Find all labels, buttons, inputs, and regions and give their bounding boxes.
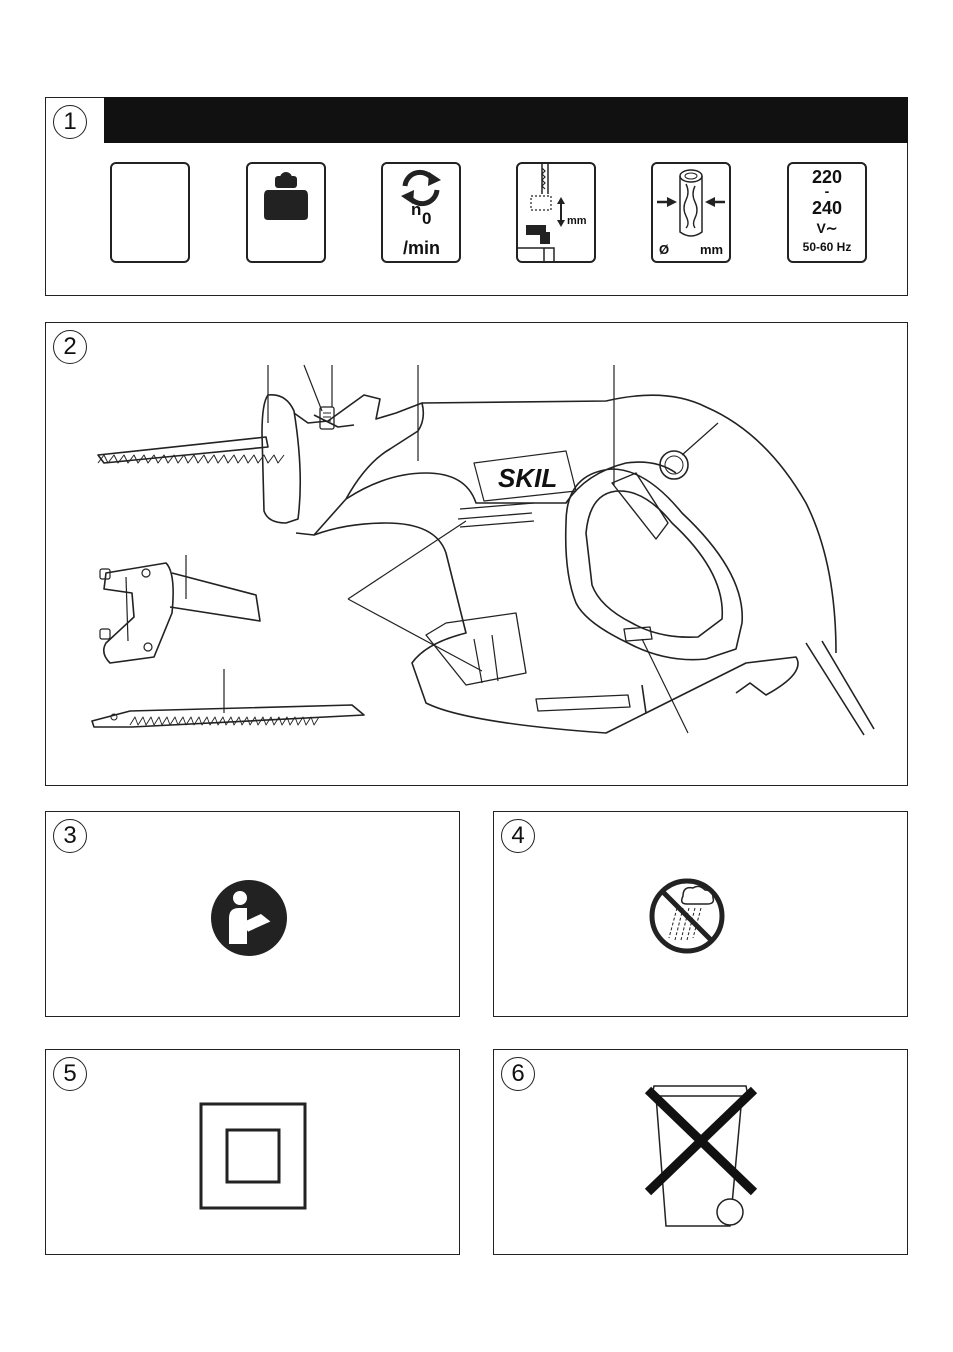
voltage-top: 220 (811, 167, 843, 187)
crossed-bin-icon (638, 1080, 768, 1230)
speed-n: n (411, 200, 422, 219)
capacity-unit: mm (700, 242, 724, 257)
panel-number: 6 (501, 1057, 535, 1091)
panel-5-double-insulation (45, 1049, 460, 1255)
capacity-diameter: Ø (659, 242, 670, 257)
panel-number: 2 (53, 330, 87, 364)
brand-logo: SKIL (498, 463, 558, 493)
spec-box-weight (246, 162, 326, 263)
spec-box-capacity (651, 162, 731, 263)
spec-box-empty (110, 162, 190, 263)
panel-number: 5 (53, 1057, 87, 1091)
spec-box-voltage (787, 162, 867, 263)
stroke-unit: mm (567, 215, 587, 227)
panel-2-tool-overview (45, 322, 908, 786)
stroke-text (518, 164, 594, 261)
panel-4-no-rain (493, 811, 908, 1017)
reciprocating-saw-drawing (46, 323, 906, 783)
voltage-bottom: 240 (811, 198, 843, 218)
voltage-hz: 50-60 Hz (802, 240, 852, 254)
read-manual-icon (209, 878, 289, 958)
spec-box-stroke (516, 162, 596, 263)
speed-sub: 0 (422, 209, 432, 228)
voltage-dash: - (824, 183, 830, 199)
weight-icon (248, 164, 324, 261)
capacity-text (653, 164, 729, 261)
panel-number: 1 (53, 105, 87, 139)
speed-text (383, 164, 459, 261)
no-rain-icon (647, 876, 727, 956)
panel-1-specifications (45, 97, 908, 296)
title-bar (104, 97, 908, 143)
panel-3-read-manual (45, 811, 460, 1017)
double-insulation-icon (199, 1102, 309, 1212)
panel-number: 3 (53, 819, 87, 853)
panel-6-disposal (493, 1049, 908, 1255)
spec-box-speed (381, 162, 461, 263)
panel-number: 4 (501, 819, 535, 853)
voltage-ac: V∼ (816, 220, 838, 236)
speed-unit: /min (403, 238, 441, 258)
